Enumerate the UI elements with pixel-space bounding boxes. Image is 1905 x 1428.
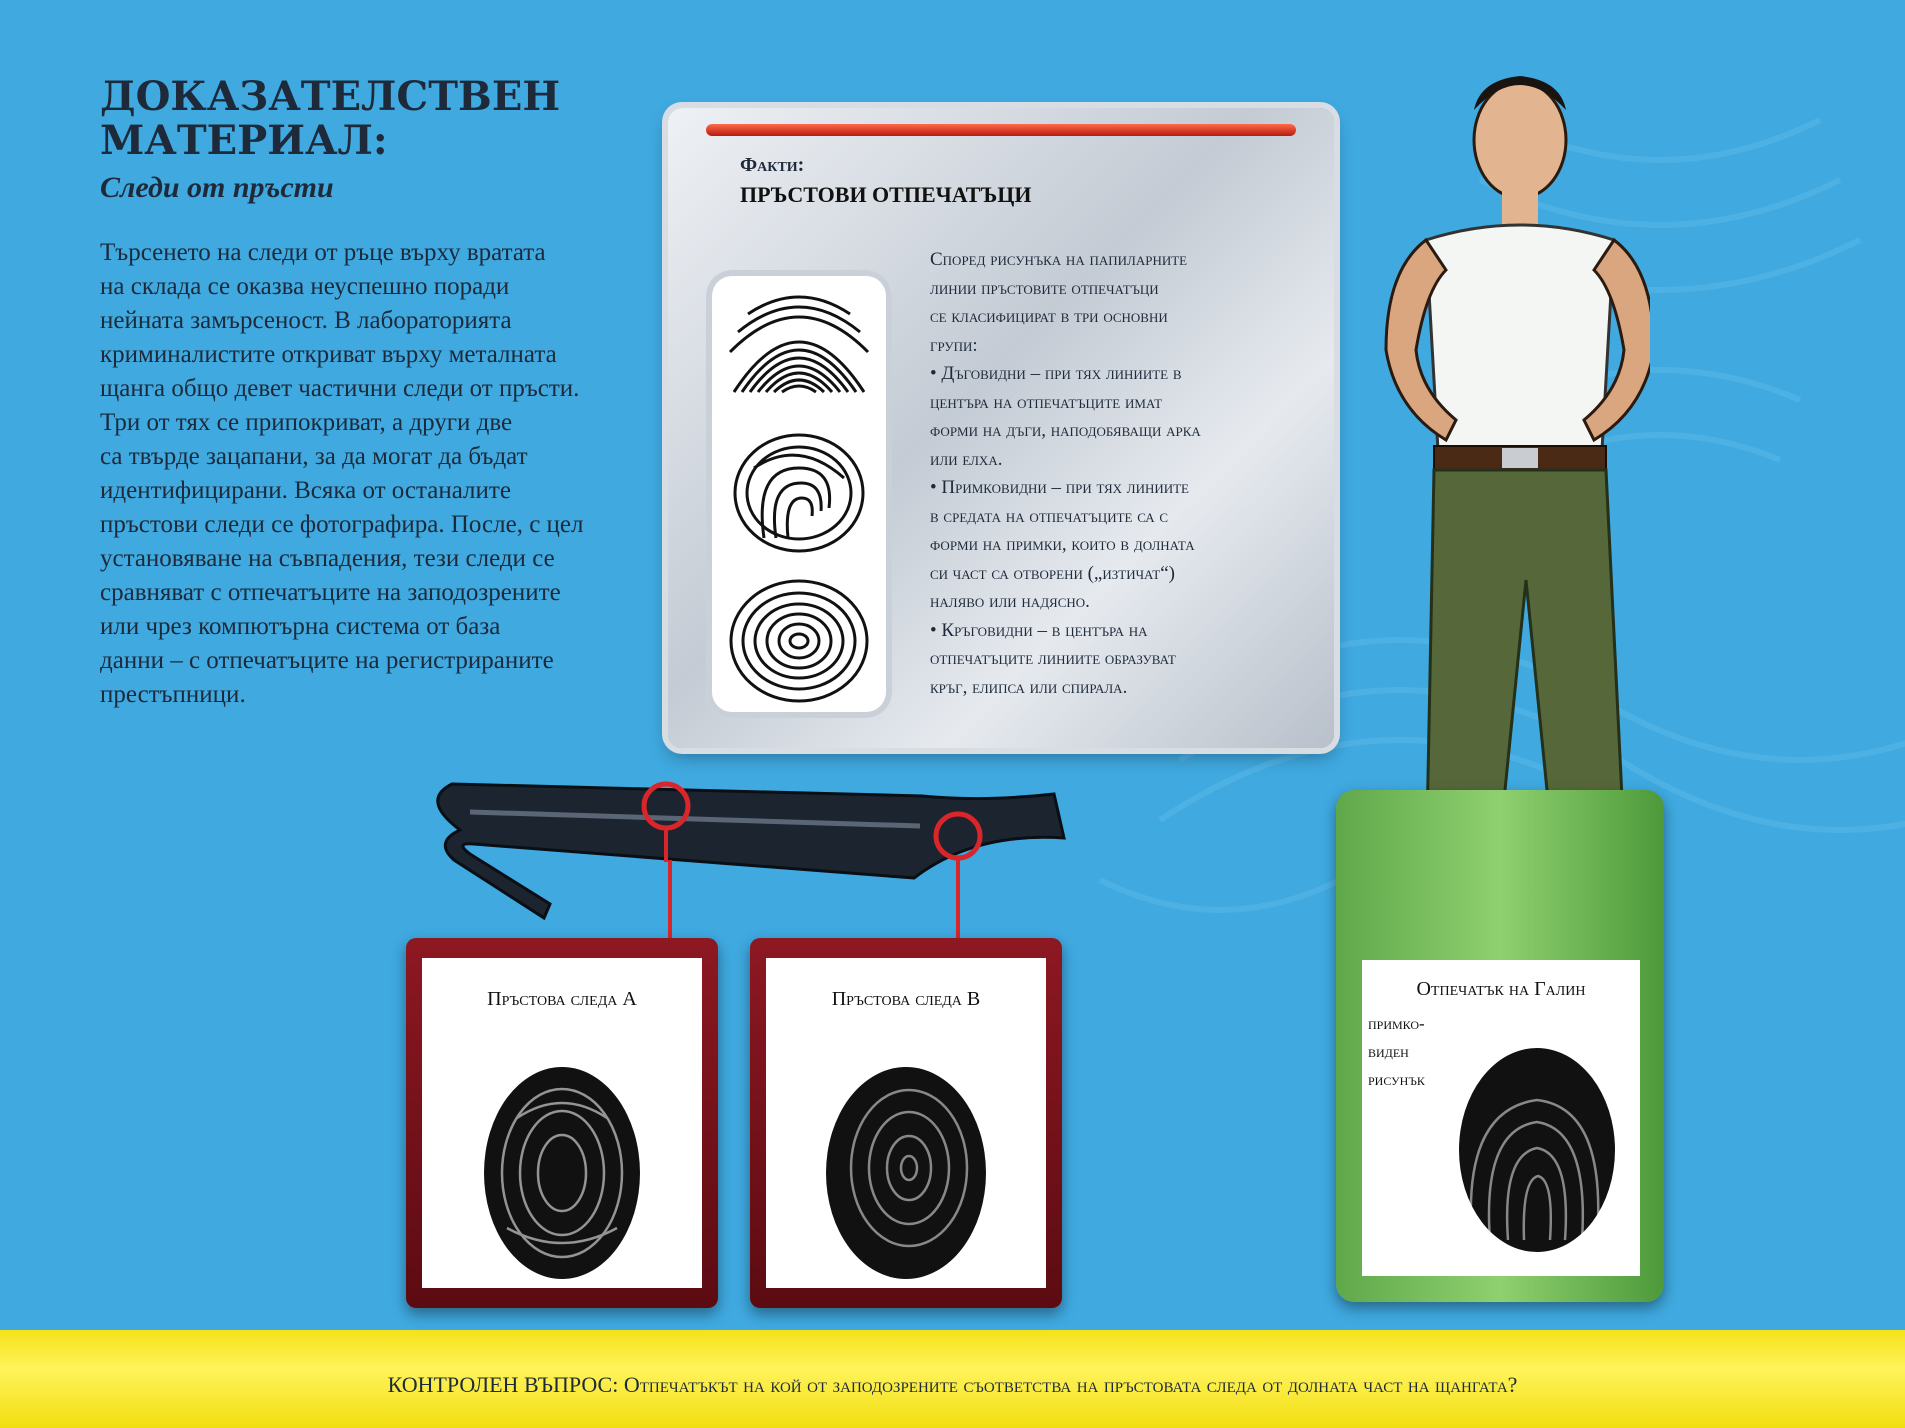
facts-line: наляво или надясно. bbox=[930, 591, 1090, 612]
facts-text bbox=[930, 246, 1310, 702]
fingerprint-a-icon bbox=[477, 1058, 647, 1288]
facts-line: или елха. bbox=[930, 448, 1003, 470]
intro-line: или чрез компютърна система от база bbox=[100, 613, 501, 640]
intro-line: Търсенето на следи от ръце върху вратата bbox=[100, 239, 546, 266]
galin-card-label: Отпечатък на Галин bbox=[1416, 978, 1586, 1000]
card-inner bbox=[422, 958, 702, 1288]
control-question bbox=[0, 1372, 1905, 1398]
card-label: Пръстова следа А bbox=[487, 988, 637, 1010]
question-text: Отпечатъкът на кой от заподозрените съответства на пръстовата следа от долната част на щангата? bbox=[623, 1372, 1518, 1397]
galin-pattern-note: примко- виден рисунък bbox=[1368, 1014, 1425, 1089]
facts-line: си част са отворени („изтичат“) bbox=[930, 562, 1175, 584]
galin-fingerprint-card bbox=[1336, 790, 1664, 1302]
fingerprint-card-b bbox=[750, 938, 1062, 1308]
intro-line: са твърде зацапани, за да могат да бъдат bbox=[100, 443, 528, 470]
facts-line: форми на примки, които в долната bbox=[930, 534, 1195, 555]
facts-line: центъра на отпечатъците имат bbox=[930, 391, 1163, 413]
intro-line: щанга общо девет частични следи от пръсти. bbox=[100, 375, 580, 402]
card-label: Пръстова следа В bbox=[831, 988, 981, 1010]
whorl-fingerprint-icon bbox=[724, 576, 874, 706]
facts-line: • Дъговидни – при тях линиите в bbox=[930, 363, 1182, 384]
facts-line: групи: bbox=[930, 334, 978, 356]
intro-line: установяване на съвпадения, тези следи се bbox=[100, 545, 555, 572]
intro-line: сравняват с отпечатъците на заподозрените bbox=[100, 579, 561, 606]
intro-line: нейната замърсеност. В лабораторията bbox=[100, 307, 512, 334]
galin-fingerprint-icon bbox=[1452, 1040, 1622, 1260]
page-title: ДОКАЗАТЕЛСТВЕН МАТЕРИАЛ: bbox=[100, 73, 561, 164]
intro-text bbox=[100, 236, 660, 712]
fingerprint-card-a bbox=[406, 938, 718, 1308]
fingerprint-b-icon bbox=[821, 1058, 991, 1288]
page-subtitle: Следи от пръсти bbox=[100, 171, 334, 204]
facts-line: отпечатъците линиите образуват bbox=[930, 648, 1176, 669]
card-inner bbox=[766, 958, 1046, 1288]
facts-red-bar bbox=[706, 124, 1296, 136]
title-block bbox=[100, 75, 680, 205]
facts-line: форми на дъги, наподобяващи арка bbox=[930, 420, 1201, 441]
arch-fingerprint-icon bbox=[724, 282, 874, 412]
facts-line: • Примковидни – при тях линиите bbox=[930, 477, 1190, 498]
intro-line: пръстови следи се фотографира. После, с цел bbox=[100, 511, 584, 538]
intro-line: Три от тях се припокриват, а други две bbox=[100, 409, 513, 436]
facts-label: Факти: bbox=[740, 154, 805, 176]
intro-line: на склада се оказва неуспешно поради bbox=[100, 273, 510, 300]
intro-line: идентифицирани. Всяка от останалите bbox=[100, 477, 511, 504]
fingerprint-types-column bbox=[706, 270, 892, 718]
intro-line: престъпници. bbox=[100, 681, 246, 708]
facts-line: Според рисунъка на папиларните bbox=[930, 249, 1188, 270]
intro-line: криминалистите откриват върху металната bbox=[100, 341, 557, 368]
facts-heading: ПРЪСТОВИ ОТПЕЧАТЪЦИ bbox=[740, 182, 1032, 207]
connector-line-a bbox=[664, 828, 668, 862]
intro-line: данни – с отпечатъците на регистрираните bbox=[100, 647, 554, 674]
question-lead: КОНТРОЛЕН ВЪПРОС: bbox=[387, 1372, 619, 1397]
facts-line: кръг, елипса или спирала. bbox=[930, 676, 1128, 698]
facts-line: • Кръговидни – в центъра на bbox=[930, 619, 1148, 641]
facts-panel bbox=[668, 108, 1334, 748]
card-inner bbox=[1362, 960, 1640, 1276]
facts-line: се класифицират в три основни bbox=[930, 306, 1168, 327]
facts-line: в средата на отпечатъците са с bbox=[930, 505, 1169, 527]
facts-line: линии пръстовите отпечатъци bbox=[930, 277, 1159, 299]
crowbar-illustration bbox=[410, 770, 1120, 940]
loop-fingerprint-icon bbox=[724, 428, 874, 558]
